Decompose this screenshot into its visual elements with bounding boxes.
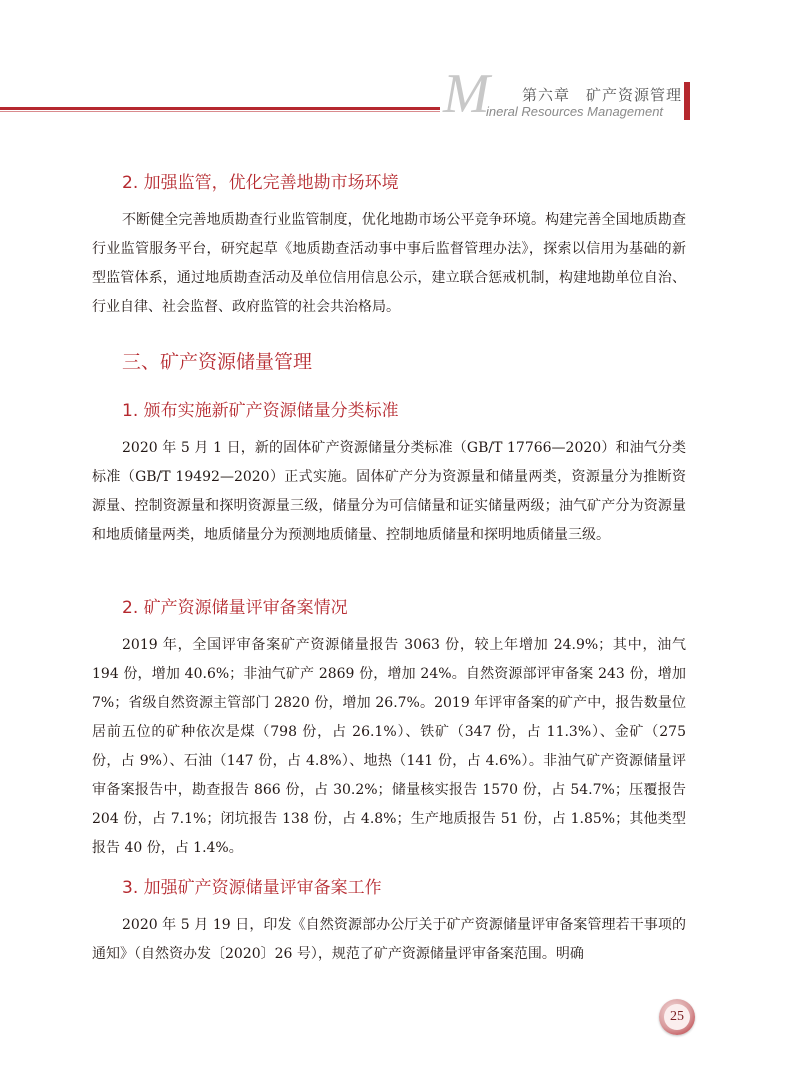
header-rule-thin: [0, 111, 440, 112]
header-rule: [0, 107, 440, 110]
section-heading-classification: 1. 颁布实施新矿产资源储量分类标准: [122, 401, 399, 421]
section-heading-review-work: 3. 加强矿产资源储量评审备案工作: [122, 878, 382, 898]
chapter-subtitle: ineral Resources Management: [486, 104, 664, 119]
chapter-title: 第六章 矿产资源管理: [522, 86, 683, 104]
header-initial: M: [443, 63, 490, 125]
header-accent-bar: [684, 82, 690, 120]
section-heading-review-status: 2. 矿产资源储量评审备案情况: [122, 598, 348, 618]
page-number-badge: [659, 999, 695, 1035]
section-heading-reserves: 三、矿产资源储量管理: [122, 351, 313, 373]
paragraph-supervision: 不断健全完善地质勘查行业监管制度，优化地勘市场公平竞争环境。构建完善全国地质勘查行业监管服务平台，研究起草《地质勘查活动事中事后监督管理办法》，探索以信用为基础的新型监管体系，通过地质勘查活动及单位信用信息公示，建立联合惩戒机制，构建地勘单位自治、行业自律、社会监督、政府监管的社会共治格局。: [92, 212, 686, 315]
page-number: 25: [664, 1004, 690, 1030]
paragraph-classification: 2020 年 5 月 1 日，新的固体矿产资源储量分类标准（GB/T 17766—2020）和油气分类标准（GB/T 19492—2020）正式实施。固体矿产分为资源量和储量两类，资源量分为推断资源量、控制资源量和探明资源量三级，储量分为可信储量和证实储量两级；油气矿产分为资源量和地质储量两类，地质储量分为预测地质储量、控制地质储量和探明地质储量三级。: [92, 440, 686, 543]
paragraph-review-status: 2019 年，全国评审备案矿产资源储量报告 3063 份，较上年增加 24.9%；其中，油气 194 份，增加 40.6%；非油气矿产 2869 份，增加 24%。自然资源部评审备案 243 份，增加 7%；省级自然资源主管部门 2820 份，增加 26.7%。2019 年评审备案的矿产中，报告数量位居前五位的矿种依次是煤（798 份，占 26.1%）、铁矿（347 份，占 11.3%）、金矿（275 份，占 9%）、石油（147 份，占 4.8%）、地热（141 份，占 4.6%）。非油气矿产资源储量评审备案报告中，勘查报告 866 份，占 30.2%；储量核实报告 1570 份，占 54.7%；压覆报告 204 份，占 7.1%；闭坑报告 138 份，占 4.8%；生产地质报告 51 份，占 1.85%；其他类型报告 40 份，占 1.4%。: [92, 637, 686, 856]
section-heading-supervision: 2. 加强监管，优化完善地勘市场环境: [122, 173, 399, 193]
paragraph-review-work: 2020 年 5 月 19 日，印发《自然资源部办公厅关于矿产资源储量评审备案管理若干事项的通知》（自然资办发〔2020〕26 号），规范了矿产资源储量评审备案范围。明确: [92, 917, 686, 962]
